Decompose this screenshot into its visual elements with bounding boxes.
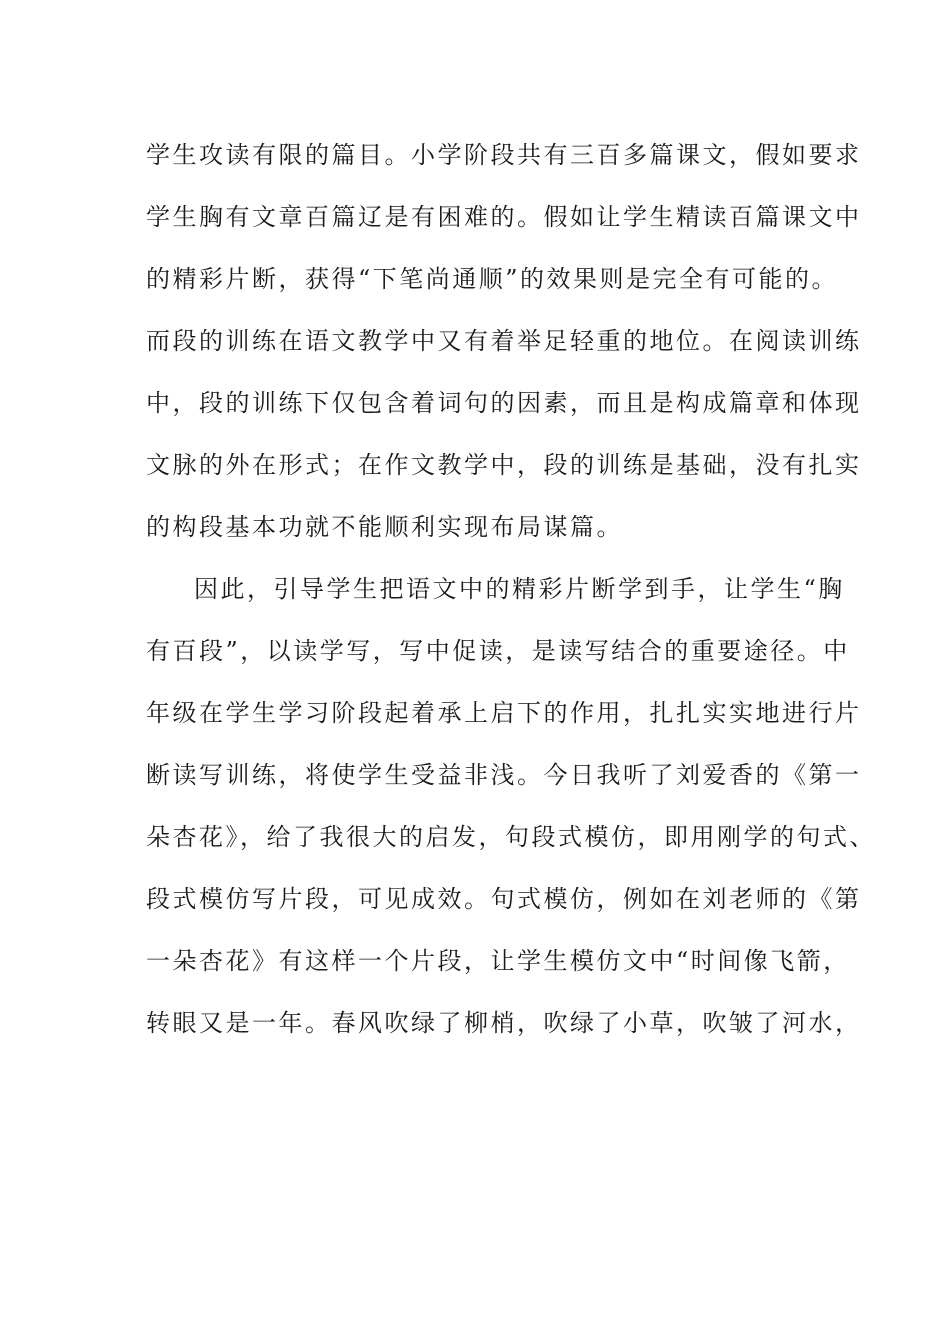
text-line: 断读写训练，将使学生受益非浅。今日我听了刘爱香的《第一	[146, 761, 862, 789]
paragraph-start-line: 因此，引导学生把语文中的精彩片断学到手，让学生“胸	[194, 575, 845, 603]
text-line: 学生胸有文章百篇辽是有困难的。假如让学生精读百篇课文中	[146, 203, 862, 231]
text-line: 有百段”，以读学写，写中促读，是读写结合的重要途径。中	[146, 637, 850, 665]
text-line: 而段的训练在语文教学中又有着举足轻重的地位。在阅读训练	[146, 327, 862, 355]
text-line: 学生攻读有限的篇目。小学阶段共有三百多篇课文，假如要求	[146, 141, 862, 169]
text-line: 朵杏花》，给了我很大的启发，句段式模仿，即用刚学的句式、	[146, 823, 876, 851]
text-line: 段式模仿写片段，可见成效。句式模仿，例如在刘老师的《第	[146, 885, 862, 913]
text-line: 转眼又是一年。春风吹绿了柳梢，吹绿了小草，吹皱了河水，	[146, 1009, 862, 1037]
text-line: 中，段的训练下仅包含着词句的因素，而且是构成篇章和体现	[146, 389, 862, 417]
body-text	[146, 124, 876, 1054]
text-line: 的构段基本功就不能顺利实现布局谋篇。	[146, 513, 623, 541]
text-line: 一朵杏花》有这样一个片段，让学生模仿文中“时间像飞箭，	[146, 947, 850, 975]
text-line: 的精彩片断，获得“下笔尚通顺”的效果则是完全有可能的。	[146, 265, 839, 293]
text-line: 年级在学生学习阶段起着承上启下的作用，扎扎实实地进行片	[146, 699, 862, 727]
text-line: 文脉的外在形式；在作文教学中，段的训练是基础，没有扎实	[146, 451, 862, 479]
